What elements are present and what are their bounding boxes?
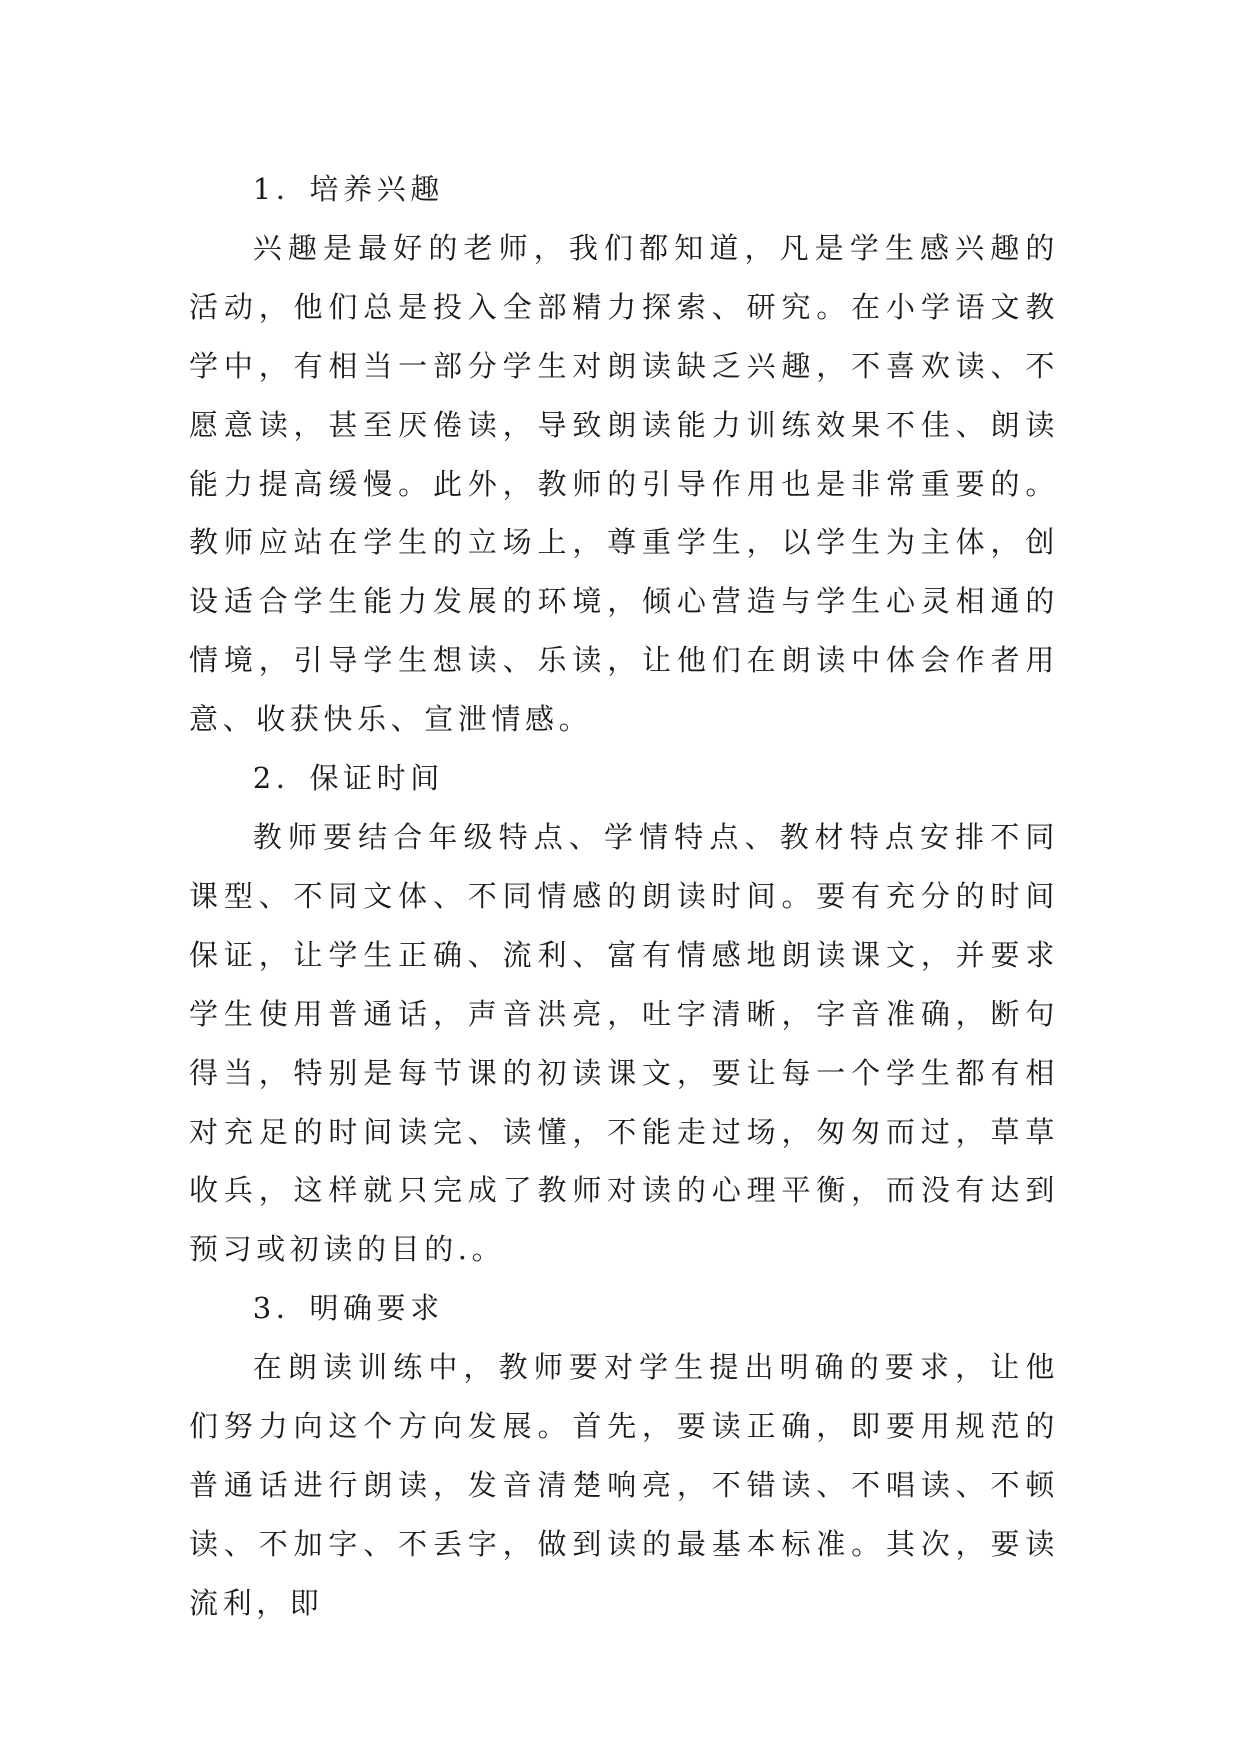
document-body [189, 160, 1059, 1633]
section-paragraph-3: 在朗读训练中，教师要对学生提出明确的要求，让他们努力向这个方向发展。首先，要读正确，即要用规范的普通话进行朗读，发音清楚响亮，不错读、不唱读、不顿读、不加字、不丢字，做到读的最基本标准。其次，要读流利，即 [189, 1350, 1059, 1620]
section-paragraph-2: 教师要结合年级特点、学情特点、教材特点安排不同课型、不同文体、不同情感的朗读时间。要有充分的时间保证，让学生正确、流利、富有情感地朗读课文，并要求学生使用普通话，声音洪亮，吐字清晰，字音准确，断句得当，特别是每节课的初读课文，要让每一个学生都有相对充足的时间读完、读懂，不能走过场，匆匆而过，草草收兵，这样就只完成了教师对读的心理平衡，而没有达到预习或初读的目的.。 [189, 819, 1059, 1267]
section-heading-1: 1．培养兴趣 [252, 172, 444, 206]
section-paragraph-1: 兴趣是最好的老师，我们都知道，凡是学生感兴趣的活动，他们总是投入全部精力探索、研究。在小学语文教学中，有相当一部分学生对朗读缺乏兴趣，不喜欢读、不愿意读，甚至厌倦读，导致朗读能力训练效果不佳、朗读能力提高缓慢。此外，教师的引导作用也是非常重要的。教师应站在学生的立场上，尊重学生，以学生为主体，创设适合学生能力发展的环境，倾心营造与学生心灵相通的情境，引导学生想读、乐读，让他们在朗读中体会作者用意、收获快乐、宣泄情感。 [189, 230, 1059, 737]
section-heading-2: 2．保证时间 [252, 761, 444, 796]
section-heading-3: 3．明确要求 [252, 1291, 444, 1326]
